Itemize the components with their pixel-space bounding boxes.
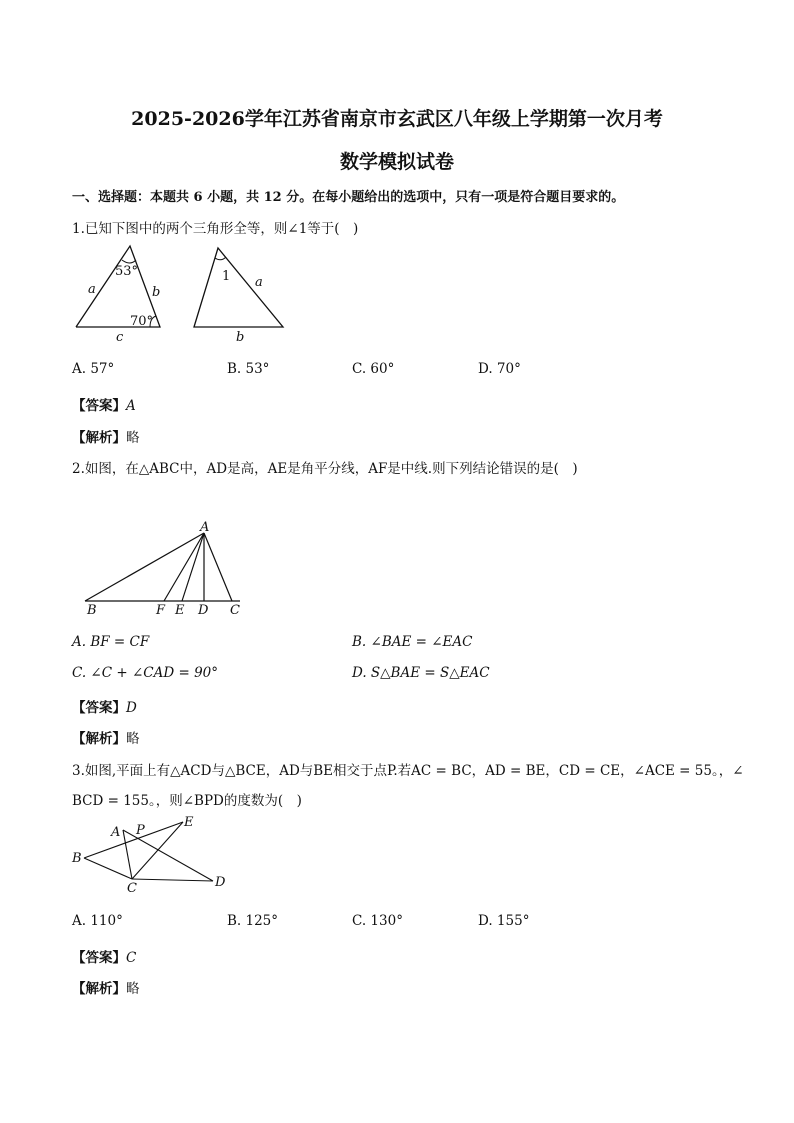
- q3-point-d: D: [215, 875, 226, 890]
- q2-option-d: D. S△BAE = S△EAC: [352, 665, 490, 681]
- q3-analysis: [72, 977, 140, 997]
- q1-label-c1: c: [116, 330, 124, 345]
- q2-answer-tag: 【答案】: [72, 700, 126, 716]
- q3-option-a: A. 110°: [72, 913, 123, 929]
- q3-point-p: P: [136, 823, 145, 838]
- q1-label-a1: a: [88, 282, 96, 297]
- q1-triangle-right: [194, 248, 283, 345]
- q1-angle-70: 70°: [130, 314, 154, 329]
- q2-analysis-text: 略: [126, 731, 140, 747]
- q2-option-c: C. ∠C + ∠CAD = 90°: [72, 665, 219, 681]
- q1-analysis-tag: 【解析】: [72, 430, 126, 446]
- q3-option-d: D. 155°: [478, 913, 530, 929]
- q1-option-d: D. 70°: [478, 361, 521, 377]
- q2-point-c: C: [230, 603, 240, 618]
- q1-option-a: A. 57°: [72, 361, 115, 377]
- q3-answer-value: C: [126, 950, 137, 966]
- q1-option-b: B. 53°: [227, 361, 270, 377]
- exam-subtitle: 数学模拟试卷: [339, 151, 454, 173]
- q3-analysis-text: 略: [126, 981, 140, 997]
- q3-point-e: E: [184, 815, 194, 830]
- q1-angle-53: 53°: [115, 264, 139, 279]
- q3-analysis-tag: 【解析】: [72, 981, 126, 997]
- q1-answer-value: A: [126, 398, 136, 414]
- q2-stem: 2.如图，在△ABC中，AD是高，AE是角平分线，AF是中线.则下列结论错误的是( ): [72, 461, 578, 477]
- q2-analysis: [72, 727, 140, 747]
- q1-label-a2: a: [255, 275, 263, 290]
- q3-option-c: C. 130°: [352, 913, 403, 929]
- q2-analysis-tag: 【解析】: [72, 731, 126, 747]
- q3-answer: [72, 946, 136, 966]
- q3-stem-line2: BCD = 155。，则∠BPD的度数为( ): [72, 793, 302, 809]
- q1-answer-tag: 【答案】: [72, 398, 126, 414]
- q2-answer-value: D: [126, 700, 137, 716]
- q2-point-f: F: [156, 603, 166, 618]
- q1-option-c: C. 60°: [352, 361, 395, 377]
- q2-option-a: A. BF = CF: [72, 634, 150, 650]
- section-heading: 一、选择题：本题共 6 小题，共 12 分。在每小题给出的选项中，只有一项是符合题目要求的。: [72, 190, 625, 205]
- q2-point-b: B: [87, 603, 97, 618]
- q2-point-d: D: [198, 603, 209, 618]
- q1-label-b1: b: [152, 285, 161, 300]
- q1-stem: 1.已知下图中的两个三角形全等，则∠1等于( ): [72, 221, 359, 237]
- q2-answer: [72, 696, 137, 716]
- q3-point-a: A: [111, 825, 121, 840]
- exam-title: 2025-2026学年江苏省南京市玄武区八年级上学期第一次月考: [131, 108, 663, 130]
- q3-point-c: C: [127, 881, 137, 896]
- q1-triangle-left: [76, 246, 160, 345]
- q2-option-b: B. ∠BAE = ∠EAC: [352, 634, 473, 650]
- q2-figure: [80, 515, 255, 620]
- q1-figure: [70, 240, 300, 350]
- q2-point-e: E: [175, 603, 185, 618]
- q1-angle-1: 1: [222, 269, 231, 284]
- q1-analysis: [72, 426, 140, 446]
- q1-answer: [72, 394, 136, 414]
- q3-point-b: B: [72, 851, 82, 866]
- q3-stem-line1: 3.如图,平面上有△ACD与△BCE，AD与BE相交于点P.若AC = BC，AD = BE，CD = CE，∠ACE = 55。，∠: [72, 763, 744, 779]
- q3-answer-tag: 【答案】: [72, 950, 126, 966]
- q1-label-b2: b: [236, 330, 245, 345]
- q3-figure: [70, 812, 235, 897]
- q1-analysis-text: 略: [126, 430, 140, 446]
- q3-option-b: B. 125°: [227, 913, 279, 929]
- q2-point-a: A: [200, 520, 210, 535]
